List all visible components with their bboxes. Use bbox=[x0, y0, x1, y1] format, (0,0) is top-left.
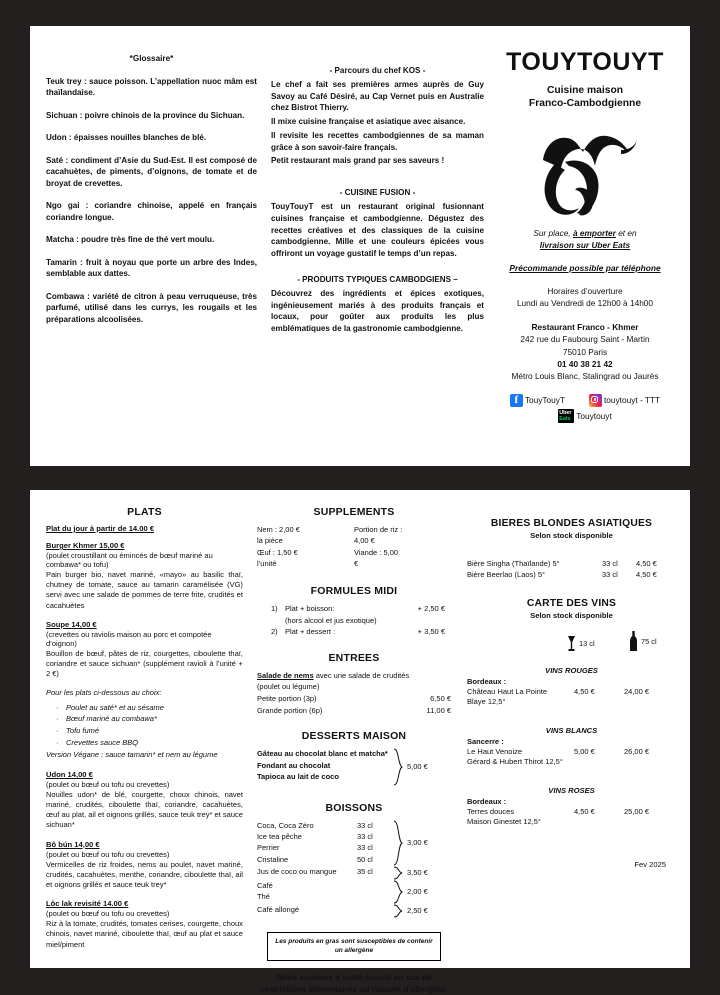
formule-number: 2) bbox=[270, 627, 278, 637]
bieres-heading: BIERES BLONDES ASIATIQUES bbox=[490, 518, 653, 529]
wine-bottle-price: 25,00 € bbox=[624, 807, 650, 817]
drink-volume: 33 cl bbox=[357, 843, 373, 853]
supplements-column bbox=[251, 500, 457, 994]
drink-row bbox=[257, 831, 393, 842]
entree-title-row bbox=[257, 670, 451, 681]
wine-category-name: VINS ROUGES bbox=[545, 666, 598, 676]
chef-heading: - Parcours du chef KOS - bbox=[329, 66, 426, 75]
dessert-item: Gâteau au chocolat blanc et matcha* bbox=[256, 748, 388, 758]
protein-choice: · Tofu fumé bbox=[66, 725, 243, 737]
entree-options: (poulet ou légume) bbox=[256, 682, 320, 692]
vegan-note: Version Végane : sauce tamarin* et nem au légume bbox=[46, 750, 218, 760]
drink-row bbox=[257, 842, 393, 853]
beer-price: 4,50 € bbox=[636, 570, 657, 580]
drink-name: Café allongé bbox=[256, 904, 300, 914]
wine-category bbox=[467, 726, 676, 766]
formule-row bbox=[271, 603, 445, 615]
hours-value: Lundi au Vendredi de 12h00 à 14h00 bbox=[516, 298, 654, 309]
beer-price: 4,50 € bbox=[636, 559, 657, 568]
wine-name: Le Haut Venoize bbox=[467, 747, 523, 757]
facebook-link[interactable] bbox=[510, 394, 565, 407]
drink-price: 3,00 € bbox=[407, 838, 428, 848]
formule-row bbox=[271, 615, 445, 627]
supplement-item: Portion de riz : 4,00 € bbox=[353, 525, 403, 546]
uber-eats-icon-top: Uber bbox=[559, 409, 572, 416]
social-links bbox=[492, 394, 678, 423]
menu-item bbox=[46, 840, 243, 891]
menu-item bbox=[46, 770, 243, 831]
tagline-line-1: Cuisine maison bbox=[546, 85, 624, 96]
drink-volume bbox=[357, 891, 393, 902]
drink-name: Coca, Coca Zéro bbox=[256, 820, 314, 830]
menu-item bbox=[46, 620, 243, 680]
wine-glass-label: 13 cl bbox=[579, 639, 595, 649]
formules-heading: FORMULES MIDI bbox=[310, 585, 398, 597]
vins-heading: CARTE DES VINS bbox=[526, 598, 617, 610]
wine-bottle-label: 75 cl bbox=[641, 636, 657, 646]
allergen-notice: Les produits en gras sont susceptibles de contenir un allergène bbox=[267, 932, 441, 961]
drink-volume: 33 cl bbox=[357, 832, 373, 842]
chef-paragraph: Petit restaurant mais grand par ses saveurs ! bbox=[271, 156, 445, 166]
drink-volume bbox=[357, 904, 393, 915]
instagram-handle: touytouyt - TTT bbox=[604, 395, 661, 406]
phone-number[interactable]: 01 40 38 21 42 bbox=[557, 358, 613, 369]
glossary-title: *Glossaire* bbox=[129, 54, 174, 63]
service-text-takeaway: à emporter bbox=[573, 227, 616, 238]
menu-item-options: (poulet croustillant ou émincés de bœuf mariné au combawa* ou tofu) bbox=[46, 551, 213, 569]
menu-item-description: Riz à la tomate, crudités, tomates cerises, courgette, choux chinois, navet mariné, ciboulette thaï, œuf au plat et sauce miel/piment bbox=[46, 919, 243, 949]
beer-volume: 33 cl bbox=[602, 570, 618, 580]
restaurant-name: TOUYTOUYT bbox=[506, 48, 664, 76]
wine-category bbox=[467, 666, 676, 706]
story-column bbox=[265, 40, 490, 466]
formule-label: Plat + dessert : bbox=[284, 627, 336, 637]
metro-info: Métro Louis Blanc, Stalingrad ou Jaurès bbox=[511, 371, 659, 382]
wine-region: Sancerre : bbox=[467, 737, 504, 747]
menu-page-back bbox=[30, 490, 690, 994]
menu-item-description: Vermicelles de riz froides, nems au poulet, navet mariné, crudités, cacahuètes, menthe, coriandre, ciboulette thaï, ail et oignons grillés et sauce teuk trey* bbox=[46, 859, 243, 889]
boissons-group-3 bbox=[257, 880, 451, 904]
menu-item-title: Soupe 14,00 € bbox=[46, 619, 97, 629]
drink-row bbox=[257, 820, 393, 831]
drink-row bbox=[257, 854, 393, 865]
drink-row bbox=[257, 866, 393, 877]
hours-label: Horaires d’ouverture bbox=[547, 285, 623, 296]
menu-item-title: Lôc lak revisité 14.00 € bbox=[46, 899, 129, 909]
protein-choice: · Crevettes sauce BBQ bbox=[66, 737, 243, 749]
drink-name: Thé bbox=[256, 892, 270, 902]
menu-item-options: (crevettes ou raviolis maison au porc et compotée d’oignon) bbox=[46, 629, 212, 648]
drink-row bbox=[257, 904, 393, 915]
entree-portion: Petite portion (3p) bbox=[256, 694, 317, 704]
glossary-entry: Sichuan : poivre chinois de la province du Sichuan. bbox=[46, 110, 245, 120]
drink-name: Jus de coco ou mangue bbox=[256, 866, 337, 876]
glossary-entry: Ngo gai : coriandre chinoise, appelé en français coriandre longue. bbox=[46, 201, 257, 222]
ubereats-handle: Touytouyt bbox=[576, 410, 612, 421]
date-stamp: Fev 2025 bbox=[634, 860, 666, 870]
wine-region: Bordeaux : bbox=[467, 797, 507, 807]
wine-glass-price: 5,00 € bbox=[574, 747, 595, 757]
formule-price bbox=[395, 615, 445, 627]
menu-item-options: (poulet ou bœuf ou tofu ou crevettes) bbox=[46, 849, 170, 859]
entree-row bbox=[257, 705, 451, 716]
formule-price: + 2,50 € bbox=[417, 604, 445, 613]
beer-volume: 33 cl bbox=[602, 559, 618, 568]
drink-name: Café bbox=[256, 880, 273, 890]
glossary-column bbox=[40, 40, 265, 466]
formule-row bbox=[271, 626, 445, 638]
dessert-item: Fondant au chocolat bbox=[256, 760, 331, 770]
produits-text: Découvrez des ingrédients et épices exotiques, ingénieusement mariés à des produits français et locaux, pour goûter aux produits les plus emblématiques de la gastronomie cambodgienne. bbox=[271, 288, 484, 334]
menu-item-description: Pain burger bio, navet mariné, «mayo» au basilic thaï, chutney de tomate, sauce au tamarin caramélisée (VG) servi avec une salade de pommes de terre frite, crudités et cacahuètes bbox=[46, 570, 243, 610]
wine-glass-price: 4,50 € bbox=[574, 687, 595, 697]
entree-row bbox=[257, 693, 451, 704]
brace-icon bbox=[393, 748, 403, 786]
protein-choice-list bbox=[46, 702, 243, 749]
wine-bottle-icon bbox=[629, 630, 638, 652]
menu-item-description: Nouilles udon* de blé, courgette, choux chinois, navet mariné, crudités, ciboulette thaï, coriandre, cacahuètes, œuf au plat, ail et oignons grillés, sauce teuk trey* et sauce sichuan* bbox=[46, 789, 243, 830]
khmer-calligraphy-logo bbox=[492, 115, 678, 227]
menu-item-title: Udon 14,00 € bbox=[46, 769, 93, 779]
desserts-heading: DESSERTS MAISON bbox=[301, 729, 407, 742]
wine-category-name: VINS BLANCS bbox=[545, 726, 598, 736]
wine-bottle-price: 26,00 € bbox=[624, 747, 650, 757]
address-line-2: 75010 Paris bbox=[562, 346, 608, 357]
formule-label: (hors alcool et jus exotique) bbox=[284, 615, 377, 625]
glossary-entry: Tamarin : fruit à noyau que porte un arbre des Indes, semblable aux dattes. bbox=[46, 257, 257, 279]
fusion-heading: - CUISINE FUSION - bbox=[339, 188, 416, 198]
wine-detail: Gérard & Hubert Thirot 12,5° bbox=[467, 757, 563, 767]
chef-paragraph: Il revisite les recettes cambodgiennes de sa maman grâce à son savoir-faire français. bbox=[271, 130, 484, 152]
supplement-item: Œuf : 1,50 € l’unité bbox=[256, 547, 298, 568]
wine-row bbox=[467, 686, 676, 697]
service-line bbox=[492, 227, 678, 251]
beer-name: Bière Beerlao (Laos) 5° bbox=[467, 570, 546, 580]
supplement-item: Nem : 2,00 € la pièce bbox=[256, 525, 300, 546]
wine-region: Bordeaux : bbox=[467, 677, 507, 687]
beer-row bbox=[467, 558, 676, 569]
vins-subtitle: Selon stock disponible bbox=[530, 611, 613, 621]
glossary-entry: Udon : épaisses nouilles blanches de blé. bbox=[46, 133, 207, 143]
formule-number: 1) bbox=[270, 604, 278, 613]
wine-row bbox=[467, 746, 676, 757]
uber-eats-icon bbox=[558, 409, 574, 423]
produits-heading: - PRODUITS TYPIQUES CAMBODGIENS – bbox=[297, 274, 458, 284]
wine-category-name: VINS ROSES bbox=[548, 786, 595, 796]
formule-number bbox=[271, 615, 285, 627]
brace-icon bbox=[393, 866, 403, 880]
service-text-c: et en bbox=[615, 227, 637, 238]
menu-page-front bbox=[30, 26, 690, 466]
service-text-delivery: livraison sur Uber Eats bbox=[539, 239, 631, 250]
menu-item-description: Bouillon de bœuf, pâtes de riz, courgettes, ciboulette thaï, coriandre et sauce sichuan* (supplément ravioli à l’unité + 2 €) bbox=[46, 648, 243, 679]
beer-row bbox=[467, 569, 676, 580]
menu-item bbox=[46, 899, 243, 950]
drink-row bbox=[257, 880, 393, 891]
brace-icon bbox=[393, 820, 403, 866]
protein-choice: · Poulet au saté* et au sésame bbox=[66, 702, 243, 714]
dessert-item: Tapioca au lait de coco bbox=[256, 772, 339, 782]
drink-price: 2,50 € bbox=[407, 906, 428, 916]
boissons-group-2 bbox=[257, 866, 451, 880]
wine-category bbox=[467, 786, 676, 826]
wine-detail: Maison Ginestet 12,5° bbox=[467, 817, 541, 827]
facebook-handle: TouyTouyT bbox=[524, 395, 565, 406]
chef-paragraph: Le chef a fait ses premières armes auprès de Guy Savoy au Café Désiré, au Cap Vernet puis en Australie chez Bistrot Thierry. bbox=[271, 80, 484, 113]
plats-heading: PLATS bbox=[127, 506, 162, 518]
menu-item bbox=[46, 541, 243, 611]
dessert-price: 5,00 € bbox=[407, 762, 428, 772]
wine-detail: Blaye 12,5° bbox=[467, 697, 506, 707]
address-line-1: 242 rue du Faubourg Saint - Martin bbox=[520, 334, 650, 345]
formule-price: + 3,50 € bbox=[417, 627, 445, 637]
drink-price: 2,00 € bbox=[407, 887, 428, 897]
entree-title: Salade de nems bbox=[256, 670, 314, 680]
entree-portion: Grande portion (6p) bbox=[256, 705, 323, 715]
entree-title-rest: avec une salade de crudités bbox=[313, 670, 410, 680]
entrees-heading: ENTREES bbox=[328, 651, 380, 664]
glossary-entry: Matcha : poudre très fine de thé vert moulu. bbox=[46, 235, 215, 245]
entree-price: 11,00 € bbox=[426, 705, 451, 715]
drink-volume: 35 cl bbox=[357, 866, 373, 876]
chef-paragraph: Il mixe cuisine française et asiatique avec aisance. bbox=[271, 117, 466, 127]
wine-glass-price: 4,50 € bbox=[574, 807, 595, 817]
wine-glass-icon bbox=[567, 635, 576, 652]
precommande-note: Précommande possible par téléphone bbox=[509, 262, 661, 273]
glossary-entry: Saté : condiment d’Asie du Sud-Est. Il est composé de cacahuètes, de piments, d’oignons, de tomate et de broyat de crevettes. bbox=[46, 155, 257, 188]
boissons-heading: BOISSONS bbox=[325, 801, 383, 814]
protein-choice: · Bœuf mariné au combawa* bbox=[66, 713, 243, 725]
boissons-group-1 bbox=[257, 820, 451, 866]
tagline-line-2: Franco-Cambodgienne bbox=[528, 98, 642, 110]
glossary-entry: Combawa : variété de citron à peau verruqueuse, très parfumé, utilisé dans les currys, les rougails et les préparations alcoolisées. bbox=[46, 291, 257, 324]
ubereats-link[interactable] bbox=[558, 409, 612, 423]
drink-volume: 50 cl bbox=[357, 854, 373, 864]
restaurant-type: Restaurant Franco - Khmer bbox=[531, 321, 639, 332]
wine-name: Château Haut La Pointe bbox=[467, 687, 548, 697]
beer-name: Bière Singha (Thaïlande) 5° bbox=[467, 559, 560, 568]
plat-du-jour: Plat du jour à partir de 14.00 € bbox=[46, 524, 155, 533]
brand-column bbox=[490, 40, 680, 466]
glossary-entry: Teuk trey : sauce poisson. L’appellation nuoc mâm est thaïlandaise. bbox=[46, 77, 257, 98]
service-text-a: Sur place, bbox=[533, 227, 573, 238]
wine-bottle-price: 24,00 € bbox=[624, 687, 650, 697]
facebook-icon: f bbox=[510, 394, 523, 407]
boissons-group-4 bbox=[257, 904, 451, 918]
drink-name: Cristaline bbox=[256, 854, 289, 864]
menu-item-title: Bô bún 14,00 € bbox=[46, 839, 100, 849]
menu-item-options: (poulet ou bœuf ou tofu ou crevettes) bbox=[46, 909, 170, 919]
supplement-item: Viande : 5,00 € bbox=[353, 547, 399, 568]
bieres-subtitle: Selon stock disponible bbox=[530, 531, 613, 540]
wine-name: Terres douces bbox=[467, 807, 515, 817]
drink-volume bbox=[357, 880, 393, 891]
wine-row bbox=[467, 806, 676, 817]
entree-price: 6,50 € bbox=[430, 694, 451, 704]
drinks-column bbox=[457, 500, 682, 968]
menu-item-title: Burger Khmer 15,00 € bbox=[46, 541, 125, 550]
formule-label: Plat + boisson: bbox=[284, 604, 335, 613]
drink-row bbox=[257, 891, 393, 902]
uber-eats-icon-bottom: Eats bbox=[559, 416, 571, 423]
menu-item-options: (poulet ou bœuf ou tofu ou crevettes) bbox=[46, 779, 170, 789]
drink-name: Ice tea pêche bbox=[256, 832, 302, 842]
fusion-text: TouyTouyT est un restaurant original fusionnant cuisines française et cambodgienne. Dégustez des recettes créatives et des classiques de la cuisine cambodgienne. Mille et une couleurs épicées vous offriront un voyage gustatif le temps d’un repas. bbox=[271, 202, 484, 259]
brace-icon bbox=[393, 904, 403, 918]
wine-measures-header bbox=[467, 630, 676, 652]
drink-price: 3,50 € bbox=[407, 868, 428, 878]
instagram-link[interactable] bbox=[589, 394, 660, 407]
plats-column bbox=[38, 500, 251, 968]
closing-statement: Nous sommes à votre écoute en cas de restrictions alimentaires ou risques d’allergies. bbox=[261, 971, 447, 994]
brace-icon bbox=[393, 880, 403, 904]
choice-intro: Pour les plats ci-dessous au choix: bbox=[46, 688, 162, 698]
supplements-heading: SUPPLEMENTS bbox=[313, 506, 395, 518]
desserts-group bbox=[257, 748, 451, 786]
instagram-icon bbox=[589, 394, 602, 407]
drink-volume: 33 cl bbox=[357, 820, 373, 830]
drink-name: Perrier bbox=[256, 843, 280, 853]
